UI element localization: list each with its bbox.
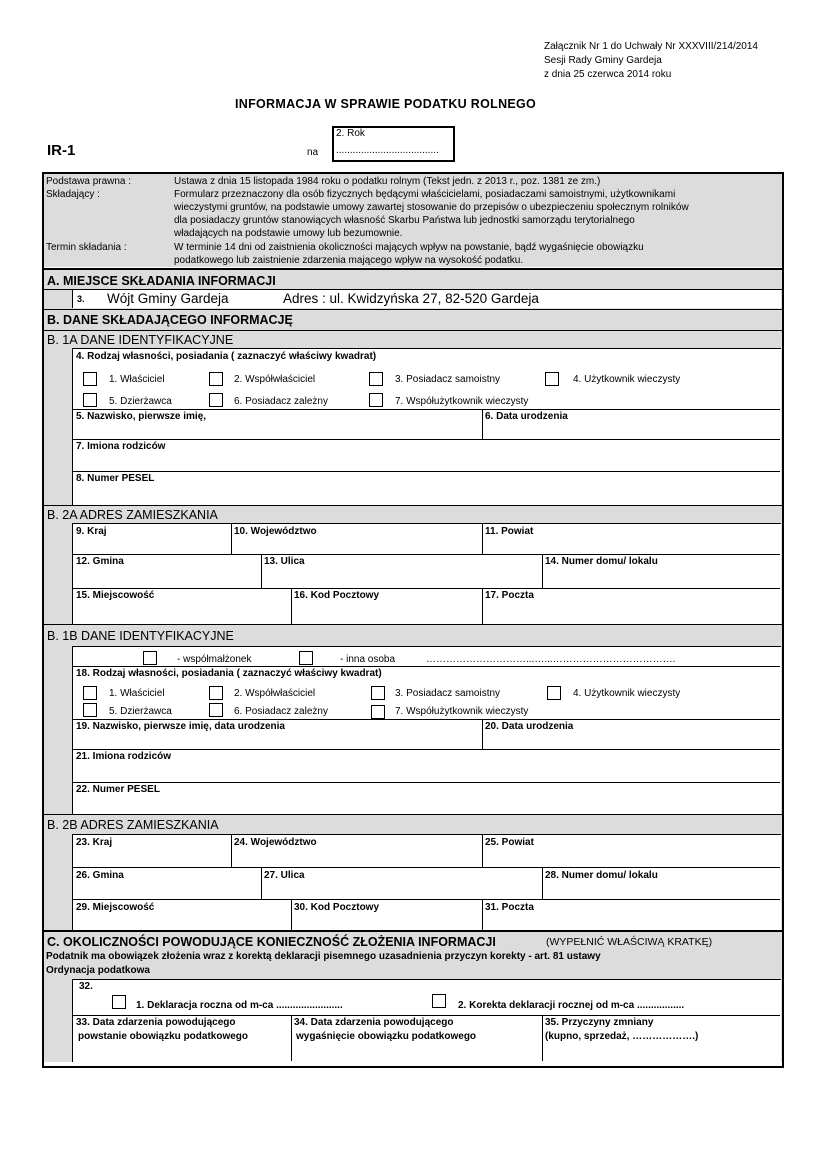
field-31-label: 31. Poczta	[485, 902, 534, 913]
skladajacy-line1: Formularz przeznaczony dla osób fizycznych będącymi właścicielami, posiadaczami samoistnymi, użytkownikami	[174, 189, 676, 200]
divider	[482, 719, 483, 749]
co-owner-checkbox[interactable]	[209, 372, 223, 386]
year-dots: .....................................	[336, 145, 439, 156]
co-perpetual-user-label: 7. Współużytkownik wieczysty	[395, 396, 529, 407]
perpetual-user-2-label: 4. Użytkownik wieczysty	[573, 688, 681, 699]
field-14-label: 14. Numer domu/ lokalu	[545, 556, 658, 567]
field-15-label: 15. Miejscowość	[76, 590, 155, 601]
field-19-label: 19. Nazwisko, pierwsze imię, data urodzenia	[76, 721, 285, 732]
section-c-title-suffix: (WYPEŁNIĆ WŁAŚCIWĄ KRATKĘ)	[546, 936, 713, 948]
field-35-label-line2: (kupno, sprzedaż, ……………….)	[545, 1031, 699, 1042]
other-person-label: - inna osoba	[340, 654, 396, 665]
dependent-holder-2-label: 6. Posiadacz zależny	[234, 706, 328, 717]
correction-label: 2. Korekta deklaracji rocznej od m-ca .................	[458, 1000, 685, 1011]
form-code: IR-1	[47, 142, 76, 159]
divider	[72, 719, 780, 720]
other-person-dots[interactable]: …………………………...…...……………………………….	[426, 654, 676, 665]
skladajacy-line4: władających na podstawie umowy lub bezumownie.	[174, 228, 403, 239]
field-34-label-line2: wygaśnięcie obowiązku podatkowego	[296, 1031, 477, 1042]
divider	[482, 409, 483, 439]
divider	[72, 554, 780, 555]
tenant-label: 5. Dzierżawca	[109, 396, 172, 407]
divider	[542, 554, 543, 588]
podstawa-text: Ustawa z dnia 15 listopada 1984 roku o podatku rolnym (Tekst jedn. z 2013 r., poz. 1381 ze zm.)	[174, 176, 601, 187]
field-20-label: 20. Data urodzenia	[485, 721, 574, 732]
divider	[291, 588, 292, 624]
perpetual-user-2-checkbox[interactable]	[547, 686, 561, 700]
dependent-holder-2-checkbox[interactable]	[209, 703, 223, 717]
attachment-note-line3: z dnia 25 czerwca 2014 roku	[544, 69, 672, 80]
field-30-label: 30. Kod Pocztowy	[294, 902, 380, 913]
skladajacy-line3: dla posiadaczy gruntów stanowiących własność Skarbu Państwa lub jednostki samorządu terytorialnego	[174, 215, 635, 226]
field-33-label-line2: powstanie obowiązku podatkowego	[78, 1031, 249, 1042]
field-26-label: 26. Gmina	[76, 870, 124, 881]
field-18-label: 18. Rodzaj własności, posiadania ( zaznaczyć właściwy kwadrat)	[76, 668, 382, 679]
field-21-label: 21. Imiona rodziców	[76, 751, 172, 762]
field-22-label: 22. Numer PESEL	[76, 784, 160, 795]
divider	[291, 1015, 292, 1061]
divider	[72, 409, 780, 410]
field-24-label: 24. Województwo	[234, 837, 317, 848]
divider	[261, 867, 262, 899]
divider	[72, 867, 780, 868]
dependent-holder-label: 6. Posiadacz zależny	[234, 396, 328, 407]
perpetual-user-checkbox[interactable]	[545, 372, 559, 386]
form-title: INFORMACJA W SPRAWIE PODATKU ROLNEGO	[235, 97, 537, 111]
perpetual-user-label: 4. Użytkownik wieczysty	[573, 374, 681, 385]
podstawa-label: Podstawa prawna :	[46, 176, 132, 187]
attachment-note-line1: Załącznik Nr 1 do Uchwały Nr XXXVIII/214/2014	[544, 41, 758, 52]
co-owner-2-checkbox[interactable]	[209, 686, 223, 700]
field-6-label: 6. Data urodzenia	[485, 411, 568, 422]
divider	[261, 554, 262, 588]
owner-label: 1. Właściciel	[109, 374, 165, 385]
divider	[72, 1015, 780, 1016]
tenant-2-checkbox[interactable]	[83, 703, 97, 717]
divider	[291, 899, 292, 930]
b2a-fields	[72, 523, 781, 625]
field-5-label: 5. Nazwisko, pierwsze imię,	[76, 411, 207, 422]
b1b-title: B. 1B DANE IDENTYFIKACYJNE	[47, 629, 234, 643]
owner-2-checkbox[interactable]	[83, 686, 97, 700]
spouse-checkbox[interactable]	[143, 651, 157, 665]
na-label: na	[307, 147, 319, 158]
field-34-label-line1: 34. Data zdarzenia powodującego	[294, 1017, 454, 1028]
divider	[482, 523, 483, 554]
co-perpetual-user-2-label: 7. Współużytkownik wieczysty	[395, 706, 529, 717]
divider	[72, 588, 780, 589]
field-13-label: 13. Ulica	[264, 556, 305, 567]
divider	[482, 834, 483, 867]
owner-checkbox[interactable]	[83, 372, 97, 386]
field-9-label: 9. Kraj	[76, 526, 107, 537]
other-person-checkbox[interactable]	[299, 651, 313, 665]
divider	[72, 439, 780, 440]
tenant-2-label: 5. Dzierżawca	[109, 706, 172, 717]
field-16-label: 16. Kod Pocztowy	[294, 590, 380, 601]
field-28-label: 28. Numer domu/ lokalu	[545, 870, 658, 881]
independent-holder-2-checkbox[interactable]	[371, 686, 385, 700]
field-12-label: 12. Gmina	[76, 556, 124, 567]
divider	[542, 1015, 543, 1061]
office-address: Adres : ul. Kwidzyńska 27, 82-520 Gardeja	[283, 291, 539, 306]
field-35-label-line1: 35. Przyczyny zmniany	[545, 1017, 654, 1028]
spouse-label: - współmałżonek	[177, 654, 252, 665]
tenant-checkbox[interactable]	[83, 393, 97, 407]
divider	[231, 523, 232, 554]
field-25-label: 25. Powiat	[485, 837, 534, 848]
b2a-title: B. 2A ADRES ZAMIESZKANIA	[47, 508, 218, 522]
co-owner-2-label: 2. Współwłaściciel	[234, 688, 316, 699]
annual-declaration-checkbox[interactable]	[112, 995, 126, 1009]
termin-label: Termin składania :	[46, 242, 127, 253]
independent-holder-checkbox[interactable]	[369, 372, 383, 386]
divider	[542, 867, 543, 899]
divider	[231, 834, 232, 867]
b2b-fields	[72, 834, 781, 931]
office-name: Wójt Gminy Gardeja	[107, 291, 229, 306]
annual-declaration-label: 1. Deklaracja roczna od m-ca ........................	[136, 1000, 343, 1011]
dependent-holder-checkbox[interactable]	[209, 393, 223, 407]
b2b-title: B. 2B ADRES ZAMIESZKANIA	[47, 818, 219, 832]
divider	[72, 899, 780, 900]
field-10-label: 10. Województwo	[234, 526, 317, 537]
b1a-fields	[72, 348, 781, 506]
field-33-label-line1: 33. Data zdarzenia powodującego	[76, 1017, 236, 1028]
office-field	[72, 290, 781, 308]
attachment-note-line2: Sesji Rady Gminy Gardeja	[544, 55, 662, 66]
year-label: 2. Rok	[336, 128, 365, 139]
field-11-label: 11. Powiat	[485, 526, 534, 537]
skladajacy-line2: wieczystymi gruntów, na podstawie umowy zawartej stosowanie do przepisów o ubezpieczeniu społecznym rolników	[174, 202, 689, 213]
b1a-title: B. 1A DANE IDENTYFIKACYJNE	[47, 333, 234, 347]
divider	[72, 782, 780, 783]
field-23-label: 23. Kraj	[76, 837, 113, 848]
owner-2-label: 1. Właściciel	[109, 688, 165, 699]
divider	[72, 666, 780, 667]
correction-checkbox[interactable]	[432, 994, 446, 1008]
independent-holder-2-label: 3. Posiadacz samoistny	[395, 688, 501, 699]
field-17-label: 17. Poczta	[485, 590, 534, 601]
independent-holder-label: 3. Posiadacz samoistny	[395, 374, 501, 385]
co-perpetual-user-checkbox[interactable]	[369, 393, 383, 407]
field-32-label: 32.	[79, 981, 93, 992]
section-c-note-line1: Podatnik ma obowiązek złożenia wraz z korektą deklaracji pisemnego uzasadnienia przyczyn korekty - art. 81 ustawy	[46, 951, 601, 962]
termin-line1: W terminie 14 dni od zaistnienia okoliczności mających wpływ na powstanie, bądź wygaśnięcie obowiązku	[174, 242, 644, 253]
divider	[72, 749, 780, 750]
section-a-title: A. MIEJSCE SKŁADANIA INFORMACJI	[47, 274, 276, 288]
field-8-label: 8. Numer PESEL	[76, 473, 155, 484]
section-c-note-line2: Ordynacja podatkowa	[46, 965, 150, 976]
divider	[482, 588, 483, 624]
field-3-label: 3.	[77, 294, 85, 304]
year-box[interactable]	[332, 126, 455, 162]
field-4-label: 4. Rodzaj własności, posiadania ( zaznaczyć właściwy kwadrat)	[76, 351, 377, 362]
co-perpetual-user-2-checkbox[interactable]	[371, 705, 385, 719]
field-7-label: 7. Imiona rodziców	[76, 441, 166, 452]
field-29-label: 29. Miejscowość	[76, 902, 155, 913]
skladajacy-label: Składający :	[46, 189, 100, 200]
divider	[482, 899, 483, 930]
section-b-title: B. DANE SKŁADAJĄCEGO INFORMACJĘ	[47, 313, 293, 327]
field-27-label: 27. Ulica	[264, 870, 305, 881]
divider	[72, 471, 780, 472]
termin-line2: podatkowego lub zaistnienie zdarzenia mającego wpływ na wysokość podatku.	[174, 255, 524, 266]
section-c-title: C. OKOLICZNOŚCI POWODUJĄCE KONIECZNOŚĆ ZŁOŻENIA INFORMACJI	[47, 935, 496, 949]
co-owner-label: 2. Współwłaściciel	[234, 374, 316, 385]
